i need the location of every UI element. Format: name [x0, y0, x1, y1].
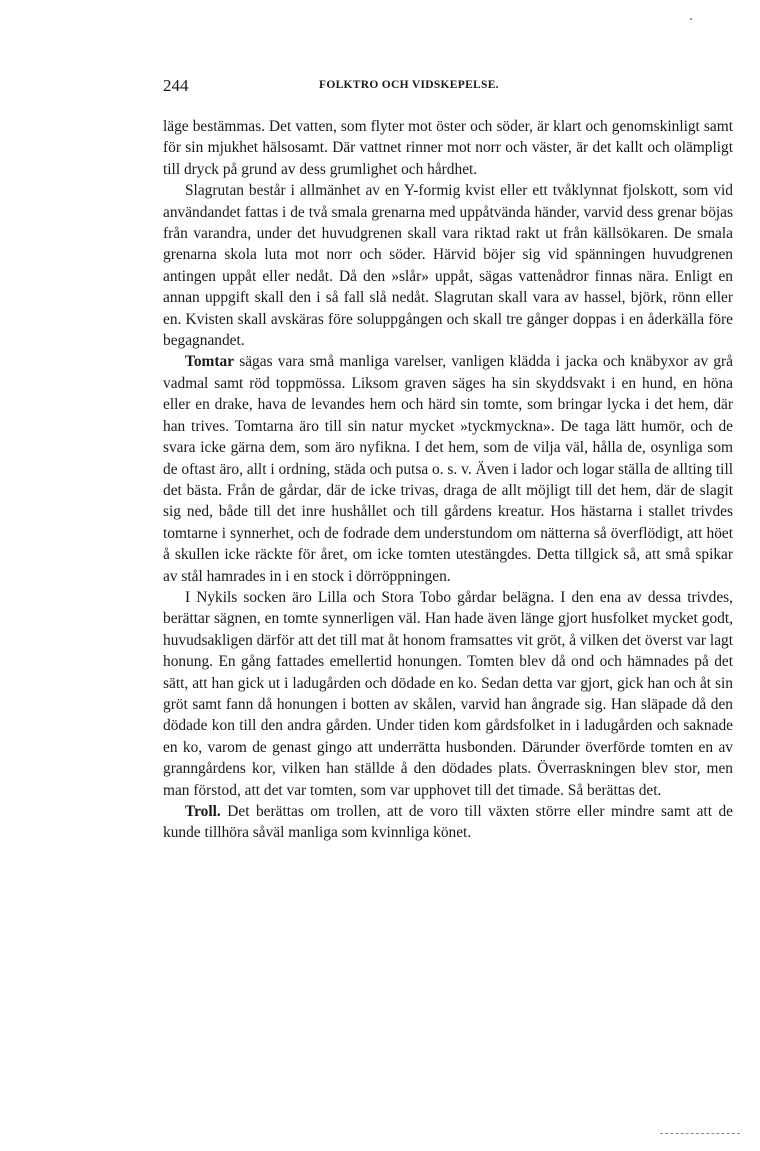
- running-title: FOLKTRO OCH VIDSKEPELSE.: [319, 79, 499, 91]
- paragraph-text: I Nykils socken äro Lilla och Stora Tobo gårdar belägna. I den ena av dessa trivdes, berättar sägnen, en tomte synnerligen väl. Han hade även länge gjort husfolket mycket godt, huvudsakligen därför att det till mat åt honom framsattes vit gröt, å vilken det överst var lagt honung. En gång fattades emellertid honungen. Tomten blev då ond och hämnades på det sätt, att han gick ut i ladugården och dödade en ko. Sedan detta var gjort, gick han och åt sin gröt samt fann då honungen i botten av skålen, varvid han ångrade sig. Han släpade då den dödade kon till den andra gården. Under tiden kom gårdsfolket in i ladugården och saknade en ko, varom de genast gingo att underrätta husbonden. Därunder överförde tomten en av granngårdens kor, vilken han ställde å den dödades plats. Överraskningen blev stor, men man förstod, att det var tomten, som var upphovet till det timade. Så berättas det.: [163, 588, 733, 799]
- paragraph-slagrutan: [163, 180, 733, 351]
- paragraph-text: Det berättas om trollen, att de voro till växten större eller mindre samt att de kunde tillhöra såväl manliga som kvinnliga könet.: [163, 803, 733, 842]
- paragraph-water-quality: [163, 116, 733, 180]
- book-page: [163, 76, 733, 844]
- page-header: [163, 76, 733, 100]
- scan-speck: [690, 18, 692, 20]
- entry-term: Troll.: [185, 803, 221, 820]
- paragraph-tomtar: [163, 351, 733, 586]
- paragraph-troll: [163, 801, 733, 844]
- page-number: 244: [163, 76, 189, 95]
- paragraph-text: Slagrutan består i allmänhet av en Y-formig kvist eller ett tvåklynnat fjolskott, som vid användandet fattas i de två smala grenarna med uppåtvända händer, varvid dess grenar böjas från varandra, under det huvudgrenen skall vara riktad rakt ut från källsökaren. De smala grenarna skola luta mot norr och söder. Härvid böjer sig vid spänningen huvudgrenen antingen uppåt eller nedåt. Då den »slår» uppåt, sägas vattenådror finnas nära. Enligt en annan uppgift skall den i så fall slå nedåt. Slagrutan skall vara av hassel, björk, rönn eller en. Kvisten skall avskäras före soluppgången och skall tre gånger doppas i en åderkälla före begagnandet.: [163, 182, 733, 350]
- paragraph-nykil-legend: [163, 587, 733, 801]
- paragraph-text: sägas vara små manliga varelser, vanligen klädda i jacka och knäbyxor av grå vadmal samt röd toppmössa. Liksom graven säges ha sin skyddsvakt i en hund, en höna eller en drake, hava de levandes hem och härd sin tomte, som bringar lycka i det hem, där han trives. Tomtarna äro till sin natur mycket »tyckmyckna». De taga lätt humör, och de svara icke gärna dem, som äro nyfikna. I det hem, som de vilja väl, hålla de, osynliga som de oftast äro, allt i ordning, städa och putsa o. s. v. Även i lador och logar ställa de allting till det bästa. Från de gårdar, där de icke trivas, draga de allt möjligt till det hem, där de slagit sig ned, både till det inre hushållet och till gårdens kreatur. Hos hästarna i stallet trivdes tomtarne i synnerhet, och de fodrade dem understundom om nätterna så överflödigt, att höet å skullen icke räckte för året, om icke tomten utestängdes. Detta tillgick så, att små spikar av stål hamrades in i en stock i dörröppningen.: [163, 353, 733, 585]
- paragraph-text: läge bestämmas. Det vatten, som flyter mot öster och söder, är klart och genomskinligt samt för sin mjukhet hälsosamt. Där vattnet rinner mot norr och väster, är det kallt och olämpligt till dryck på grund av dess grumlighet och hårdhet.: [163, 118, 733, 178]
- scan-edge-mark: [660, 1133, 740, 1136]
- page-body: [163, 116, 733, 844]
- entry-term: Tomtar: [185, 353, 235, 371]
